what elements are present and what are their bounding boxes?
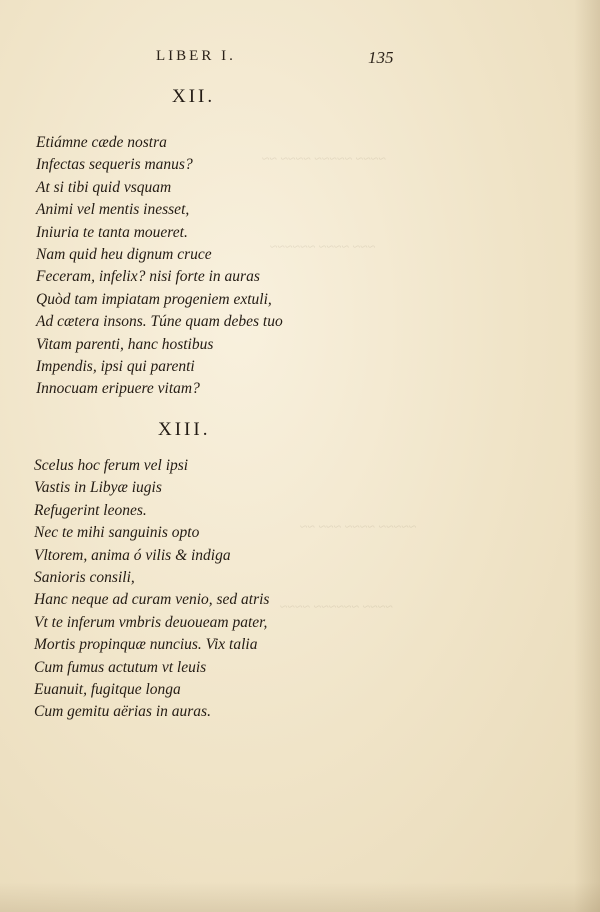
page-edge-shadow	[574, 0, 600, 912]
verse-line: Sanioris consili,	[34, 568, 135, 586]
verse-line: Euanuit, fugitque longa	[34, 680, 181, 698]
poem-xii	[36, 132, 283, 401]
show-through: ~~~~~ ~~~~ ~~~ ~~	[300, 520, 417, 535]
page-bottom-shadow	[0, 882, 600, 912]
verse-line: At si tibi quid vsquam	[36, 178, 172, 196]
verse-line: Cum gemitu aërias in auras.	[34, 703, 211, 721]
verse-line: Quòd tam impiatam progeniem extuli,	[36, 290, 272, 308]
verse-line: Etiámne cæde nostra	[36, 134, 167, 151]
verse-line: Scelus hoc ferum vel ipsi	[34, 457, 189, 474]
show-through: ~~~~ ~~~~~~ ~~~~	[280, 600, 394, 615]
verse-line: Nam quid heu dignum cruce	[36, 245, 212, 263]
verse-line: Vltorem, anima ó vilis & indiga	[34, 546, 231, 564]
verse-line: Vastis in Libyæ iugis	[34, 479, 162, 497]
section-heading-xiii: XIII.	[158, 419, 211, 440]
verse-line: Innocuam eripuere vitam?	[36, 380, 200, 398]
verse-line: Animi vel mentis inesset,	[36, 201, 190, 219]
page-number: 135	[368, 48, 394, 67]
verse-line: Refugerint leones.	[34, 501, 147, 519]
section-heading-xii: XII.	[172, 86, 216, 107]
verse-line: Vt te inferum vmbris deuoueam pater,	[34, 613, 268, 631]
show-through: ~~~~ ~~~~~ ~~~~ ~~	[262, 152, 387, 167]
show-through: ~~~ ~~~~ ~~~~~~	[270, 240, 376, 255]
verse-line: Cum fumus actutum vt leuis	[34, 658, 207, 676]
verse-line: Infectas sequeris manus?	[36, 156, 193, 174]
verse-line: Impendis, ipsi qui parenti	[36, 357, 195, 375]
verse-line: Ad cætera insons. Túne quam debes tuo	[36, 313, 283, 331]
poem-xiii	[34, 455, 269, 724]
verse-line: Feceram, infelix? nisi forte in auras	[36, 268, 260, 286]
running-head-title: LIBER I.	[156, 48, 236, 64]
verse-line: Vitam parenti, hanc hostibus	[36, 335, 214, 353]
verse-line: Iniuria te tanta moueret.	[36, 223, 188, 241]
verse-line: Hanc neque ad curam venio, sed atris	[34, 591, 270, 609]
verse-line: Mortis propinquæ nuncius. Vix talia	[34, 636, 258, 654]
verse-line: Nec te mihi sanguinis opto	[34, 524, 200, 542]
